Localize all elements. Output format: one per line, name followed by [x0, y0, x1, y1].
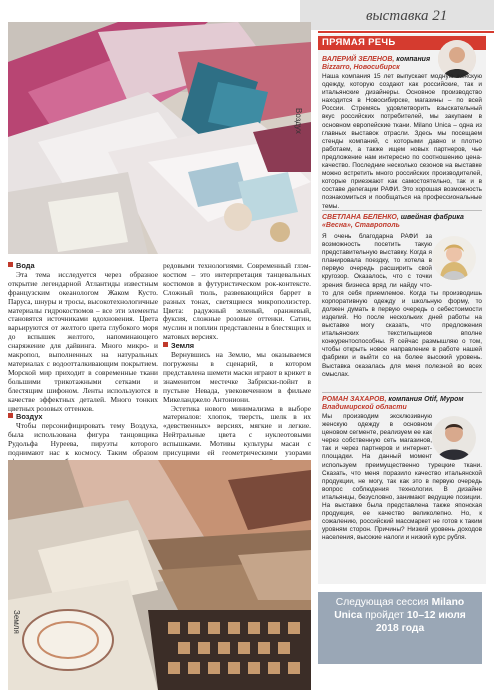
header-rule — [318, 31, 494, 33]
photo-fabrics-earth — [8, 460, 311, 690]
article-column-1 — [8, 262, 158, 460]
bullet-square-icon — [8, 262, 13, 267]
earth-fabrics-image — [8, 460, 311, 690]
page-section-title: выставка 21 — [366, 8, 448, 24]
section-text-vozduh: Чтобы персонифицировать тему Воздуха, была использована фигура танцовщика Рудольфа Нуреева, пируэты которого поднимают нас к космосу. Таким образом — [8, 421, 158, 458]
section-text-zemlya: Вернувшись на Землю, мы оказываемся погружены в сценарий, в котором представлена шемети маски играют в крикет в знаменитом местечке Забриски-пойнт в пустыне Невада, увековеченном в фильме Микеланджело Антониони. — [163, 350, 311, 404]
section-text-vozduh-cont: редовыми технологиями. Современный глэм-костюм – это интерпретация танцевальных костюмов в футуристическом рок-контексте. Сложный тюль, развевающийся баррет в разных тонах, светящиеся микрополиэстер. Цвета: радужный зеленый, оранжевый, фуксия, сложные розовые оттенки. Сатин, муслин и поплин представлены в блестящих и матовых версиях. — [163, 261, 311, 342]
avatar-float-spacer — [432, 233, 482, 283]
speaker-2-quote: Я очень благодарна РАФИ за возможность посетить такую представительную выставку. Когда я планировала поездку, то хотела в первую очередь расширить свой кругозор. Оказалось, что с точки зрения бизнеса вряд ли найду что-то для себя приемлемое. Когда ты производишь корпоративную одежду и школьную форму, то должен думать в первую очередь о себестоимости изделий. Но после нескольких дней работы на выставке могу сказать, что предложения итальянских текстильщиков вполне конкурентоспособны. Я сейчас размышляю о том, чтобы открыть новое направление в работе нашей фабрики и выйти со на более высокий уровень. Выставка оказалась для меня полезной во всех смыслах. — [322, 233, 482, 378]
promo-dates: 10–12 июля 2018 года — [375, 610, 466, 634]
section-text-voda: Эта тема исследуется через образное открытие легендарной Атлантиды известным французским океанологом Жаком Кусто. Паруса, шнуры и тросы, высокотехнологичные материалы гидрокостюмов – все эти элементы становятся источниками вдохновения. Цвета варьируются от желтого цвета глубокого моря до вспышек желтого, напоминающего снаряжение для дайвинга. Много микро- и макропол, выполненных на натуральных материалах с водоотталкивающим покрытием. Морской мир приходит в современные ткани большими трикотажными сетками и блестящим шифоном. Ленты используются в качестве эффектных деталей. Много тонких цветных розовых оттенков. — [8, 269, 158, 413]
section-heading-voda: Вода — [8, 262, 158, 271]
promo-text: Следующая сессия — [335, 597, 432, 608]
sidebar-divider — [322, 392, 482, 393]
photo-caption-air: Воздух — [294, 108, 303, 134]
photo-caption-earth: Земля — [12, 610, 21, 634]
promo-text: пройдет — [362, 610, 407, 621]
speaker-1-name: ВАЛЕРИЙ ЗЕЛЕНОВ, компания Bizzarro, Новосибирск — [322, 56, 431, 71]
speaker-3-name: РОМАН ЗАХАРОВ, компания Otif, Муром Владимирской области — [322, 396, 464, 411]
avatar-float-spacer — [432, 413, 482, 461]
speaker-2-name: СВЕТЛАНА БЕЛЕНКО, швейная фабрика «Весна», Ставрополь — [322, 214, 464, 229]
promo-brand: Milano Unica — [334, 597, 465, 621]
section-text-zemlya-2: Эстетика нового минимализма в выборе материалов: хлопок, тверсть, шелк в их «девственных» версиях, мягкие и легкие. Нейтральные цвета с нуклеотовыми вспышками. Мотивы культуры масаи с присущими ей геометрическими узорами — [163, 405, 311, 478]
speaker-3-quote: Мы производим эксклюзивную женскую одежду в основном ценовом сегменте, реализуем ее как через собственную сеть магазинов, так и через партнеров и интернет-площадки. На данный момент используем преимущественно турецкие ткани. Сказать, что меня поразило качество итальянской продукции, не могу, так как это в первую очередь вопрос соблюдения технологии. В дизайне итальянцы, безусловно, занимают ведущие позиции. На выставке была представлена также японская продукция, ее качество великолепно. Но, к сожалению, российский массмаркет не готов к таким уровням сторон. Причины? Низкий уровень доходов населения, высокие налоги и низкий курс рубля. — [322, 413, 482, 542]
speaker-1-quote: Наша компания 15 лет выпускает модную женскую одежду, которую создают как российские, так и итальянские дизайнеры. Основное производство находится в Новосибирске, магазины – по всей России. Стремясь удовлетворить взыскательный вкус российских потребителей, мы закупаем в основном европейские ткани. Milano Unica – одна из главных выставок отрасли. Здесь мы посещаем стенды компаний, с которыми давно и плотно работаем, а также ищем новых партнеров, чье предложение нам интересно по соотношению цена-качество. Последние несколько сезонов на выставке можно встретить много российских производителей, которые приезжают как самостоятельно, так и в составе делегации РАФИ. Это хорошая возможность познакомиться и пообщаться на профессиональные темы. — [322, 73, 482, 210]
next-session-promo — [318, 592, 482, 664]
bullet-square-icon — [163, 342, 168, 347]
sidebar-divider — [322, 210, 482, 211]
fabric-swatches-image — [8, 22, 311, 254]
sidebar-title: ПРЯМАЯ РЕЧЬ — [318, 36, 486, 50]
section-heading-vozduh: Воздух — [8, 413, 158, 422]
bullet-square-icon — [8, 413, 13, 418]
section-heading-zemlya: Земля — [163, 342, 311, 351]
photo-fabrics-air — [8, 22, 311, 254]
article-column-2 — [163, 262, 311, 458]
